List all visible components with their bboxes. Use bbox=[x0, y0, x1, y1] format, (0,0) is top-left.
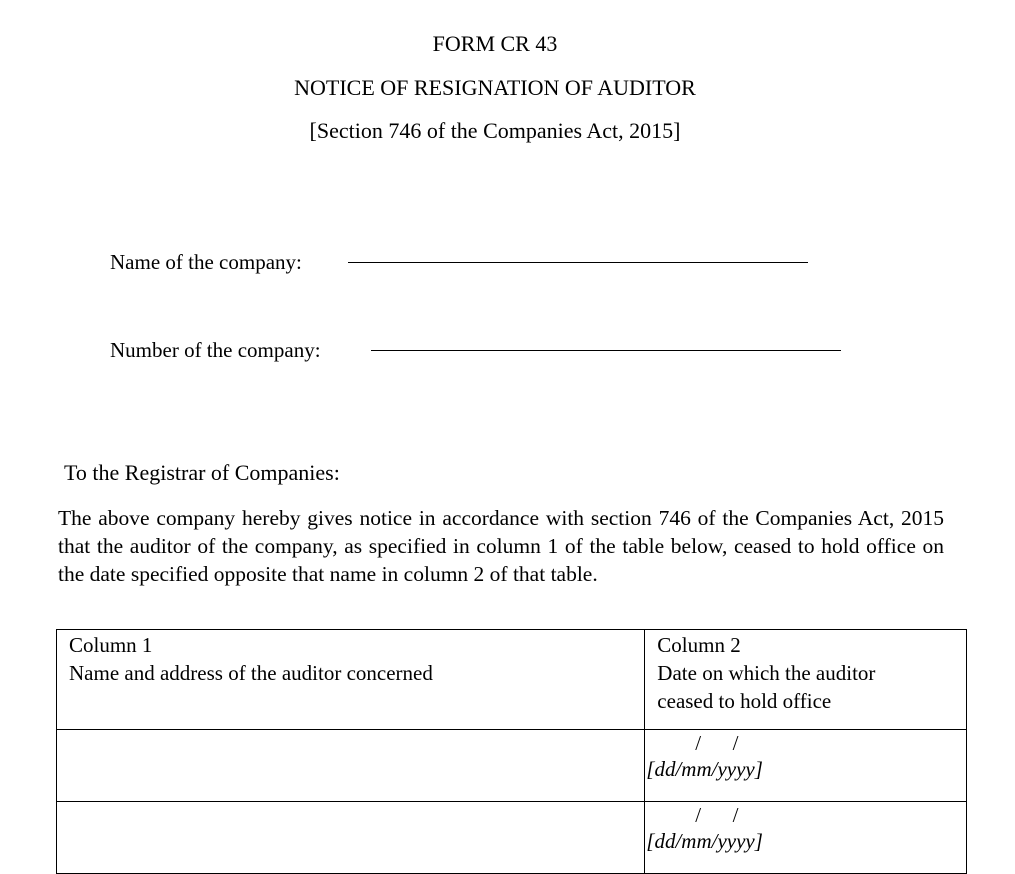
section-reference: [Section 746 of the Companies Act, 2015] bbox=[309, 118, 681, 143]
column-1-description: Name and address of the auditor concerned bbox=[69, 661, 433, 685]
column-1-header bbox=[57, 630, 645, 730]
column-2-description-line-2: ceased to hold office bbox=[657, 689, 832, 713]
company-number-underline bbox=[371, 350, 841, 351]
company-name-field[interactable] bbox=[350, 238, 806, 262]
form-number: FORM CR 43 bbox=[432, 31, 558, 56]
column-2-title: Column 2 bbox=[657, 633, 741, 657]
cessation-date-cell[interactable] bbox=[645, 730, 967, 802]
auditor-name-address-value bbox=[57, 802, 644, 803]
company-name-label: Name of the company: bbox=[110, 250, 302, 274]
addressee: To the Registrar of Companies: bbox=[64, 460, 340, 485]
auditor-table bbox=[56, 629, 967, 874]
company-name-underline bbox=[348, 262, 808, 263]
cessation-date-cell[interactable] bbox=[645, 802, 967, 874]
notice-paragraph: The above company hereby gives notice in accordance with section 746 of the Companies Act, 2015 that the auditor of the company, as specified in column 1 of the table below, ceased to hold office on the date specified opposite that name in column 2 of that table. bbox=[58, 506, 944, 586]
date-format-hint: [dd/mm/yyyy] bbox=[646, 757, 763, 781]
date-separators: / / bbox=[695, 731, 739, 755]
company-number-field[interactable] bbox=[373, 326, 839, 350]
column-2-description-line-1: Date on which the auditor bbox=[657, 661, 876, 685]
date-separators: / / bbox=[695, 803, 739, 827]
auditor-name-address-value bbox=[57, 730, 644, 731]
auditor-name-address-cell[interactable] bbox=[57, 802, 645, 874]
date-format-hint: [dd/mm/yyyy] bbox=[646, 829, 763, 853]
table-header-row bbox=[57, 630, 967, 730]
form-title: NOTICE OF RESIGNATION OF AUDITOR bbox=[294, 75, 696, 100]
table-row bbox=[57, 802, 967, 874]
table-row bbox=[57, 730, 967, 802]
column-2-header bbox=[645, 630, 967, 730]
company-number-label: Number of the company: bbox=[110, 338, 321, 362]
column-1-title: Column 1 bbox=[69, 633, 153, 657]
auditor-name-address-cell[interactable] bbox=[57, 730, 645, 802]
